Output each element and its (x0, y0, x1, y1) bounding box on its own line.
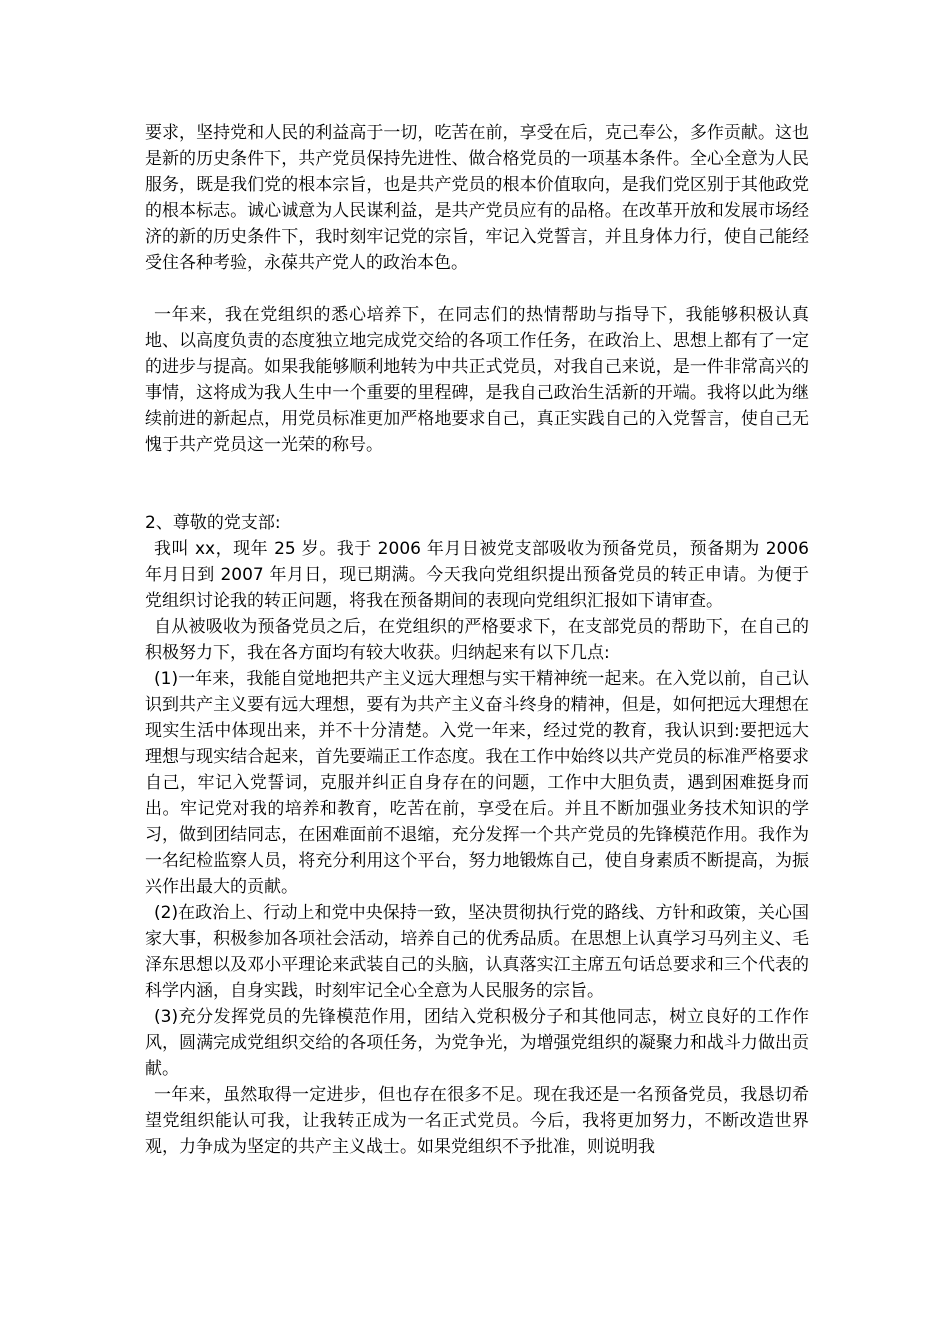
paragraph-spacer (145, 458, 809, 510)
paragraph-progress: 一年来，我在党组织的悉心培养下，在同志们的热情帮助与指导下，我能够积极认真地、以高度负责的态度独立地完成党交给的各项工作任务，在政治上、思想上都有了一定的进步与提高。如果我能够顺利地转为中共正式党员，对我自己来说，是一件非常高兴的事情，这将成为我人生中一个重要的里程碑，是我自己政治生活新的开端。我将以此为继续前进的新起点，用党员标准更加严格地要求自己，真正实践自己的入党誓言，使自己无愧于共产党员这一光荣的称号。 (145, 305, 809, 455)
paragraph-introduction: 我叫 xx，现年 25 岁。我于 2006 年月日被党支部吸收为预备党员，预备期为 2006 年月日到 2007 年月日，现已期满。今天我向党组织提出预备党员的转正申请。为便于党组织讨论我的转正问题，将我在预备期间的表现向党组织汇报如下请审查。 (145, 539, 809, 611)
paragraph-point-1: (1)一年来，我能自觉地把共产主义远大理想与实干精神统一起来。在入党以前，自己认识到共产主义要有远大理想，要有为共产主义奋斗终身的精神，但是，如何把远大理想在现实生活中体现出来，并不十分清楚。入党一年来，经过党的教育，我认识到:要把远大理想与现实结合起来，首先要端正工作态度。我在工作中始终以共产党员的标准严格要求自己，牢记入党誓词，克服并纠正自身存在的问题，工作中大胆负责，遇到困难挺身而出。牢记党对我的培养和教育，吃苦在前，享受在后。并且不断加强业务技术知识的学习，做到团结同志，在困难面前不退缩，充分发挥一个共产党员的先锋模范作用。我作为一名纪检监察人员，将充分利用这个平台，努力地锻炼自己，使自身素质不断提高，为振兴作出最大的贡献。 (145, 669, 809, 897)
paragraph-duty: 要求，坚持党和人民的利益高于一切，吃苦在前，享受在后，克己奉公，多作贡献。这也是新的历史条件下，共产党员保持先进性、做合格党员的一项基本条件。全心全意为人民服务，既是我们党的根本宗旨，也是共产党员的根本价值取向，是我们党区别于其他政党的根本标志。诚心诚意为人民谋利益，是共产党员应有的品格。在改革开放和发展市场经济的新的历史条件下，我时刻牢记党的宗旨，牢记入党誓言，并且身体力行，使自己能经受住各种考验，永葆共产党人的政治本色。 (145, 123, 809, 273)
section-heading: 2、尊敬的党支部: (145, 513, 281, 533)
paragraph-summary: 自从被吸收为预备党员之后，在党组织的严格要求下，在支部党员的帮助下，在自己的积极努力下，我在各方面均有较大收获。归纳起来有以下几点: (145, 617, 809, 663)
paragraph-point-3: (3)充分发挥党员的先锋模范作用，团结入党积极分子和其他同志，树立良好的工作作风，圆满完成党组织交给的各项任务，为党争光，为增强党组织的凝聚力和战斗力做出贡献。 (145, 1007, 809, 1079)
paragraph-spacer (145, 276, 809, 302)
paragraph-conclusion: 一年来，虽然取得一定进步，但也存在很多不足。现在我还是一名预备党员，我恳切希望党组织能认可我，让我转正成为一名正式党员。今后，我将更加努力，不断改造世界观，力争成为坚定的共产主义战士。如果党组织不予批准，则说明我 (145, 1085, 809, 1157)
document-page (145, 120, 809, 1160)
paragraph-point-2: (2)在政治上、行动上和党中央保持一致，坚决贯彻执行党的路线、方针和政策，关心国家大事，积极参加各项社会活动，培养自己的优秀品质。在思想上认真学习马列主义、毛泽东思想以及邓小平理论来武装自己的头脑，认真落实江主席五句话总要求和三个代表的科学内涵，自身实践，时刻牢记全心全意为人民服务的宗旨。 (145, 903, 809, 1001)
